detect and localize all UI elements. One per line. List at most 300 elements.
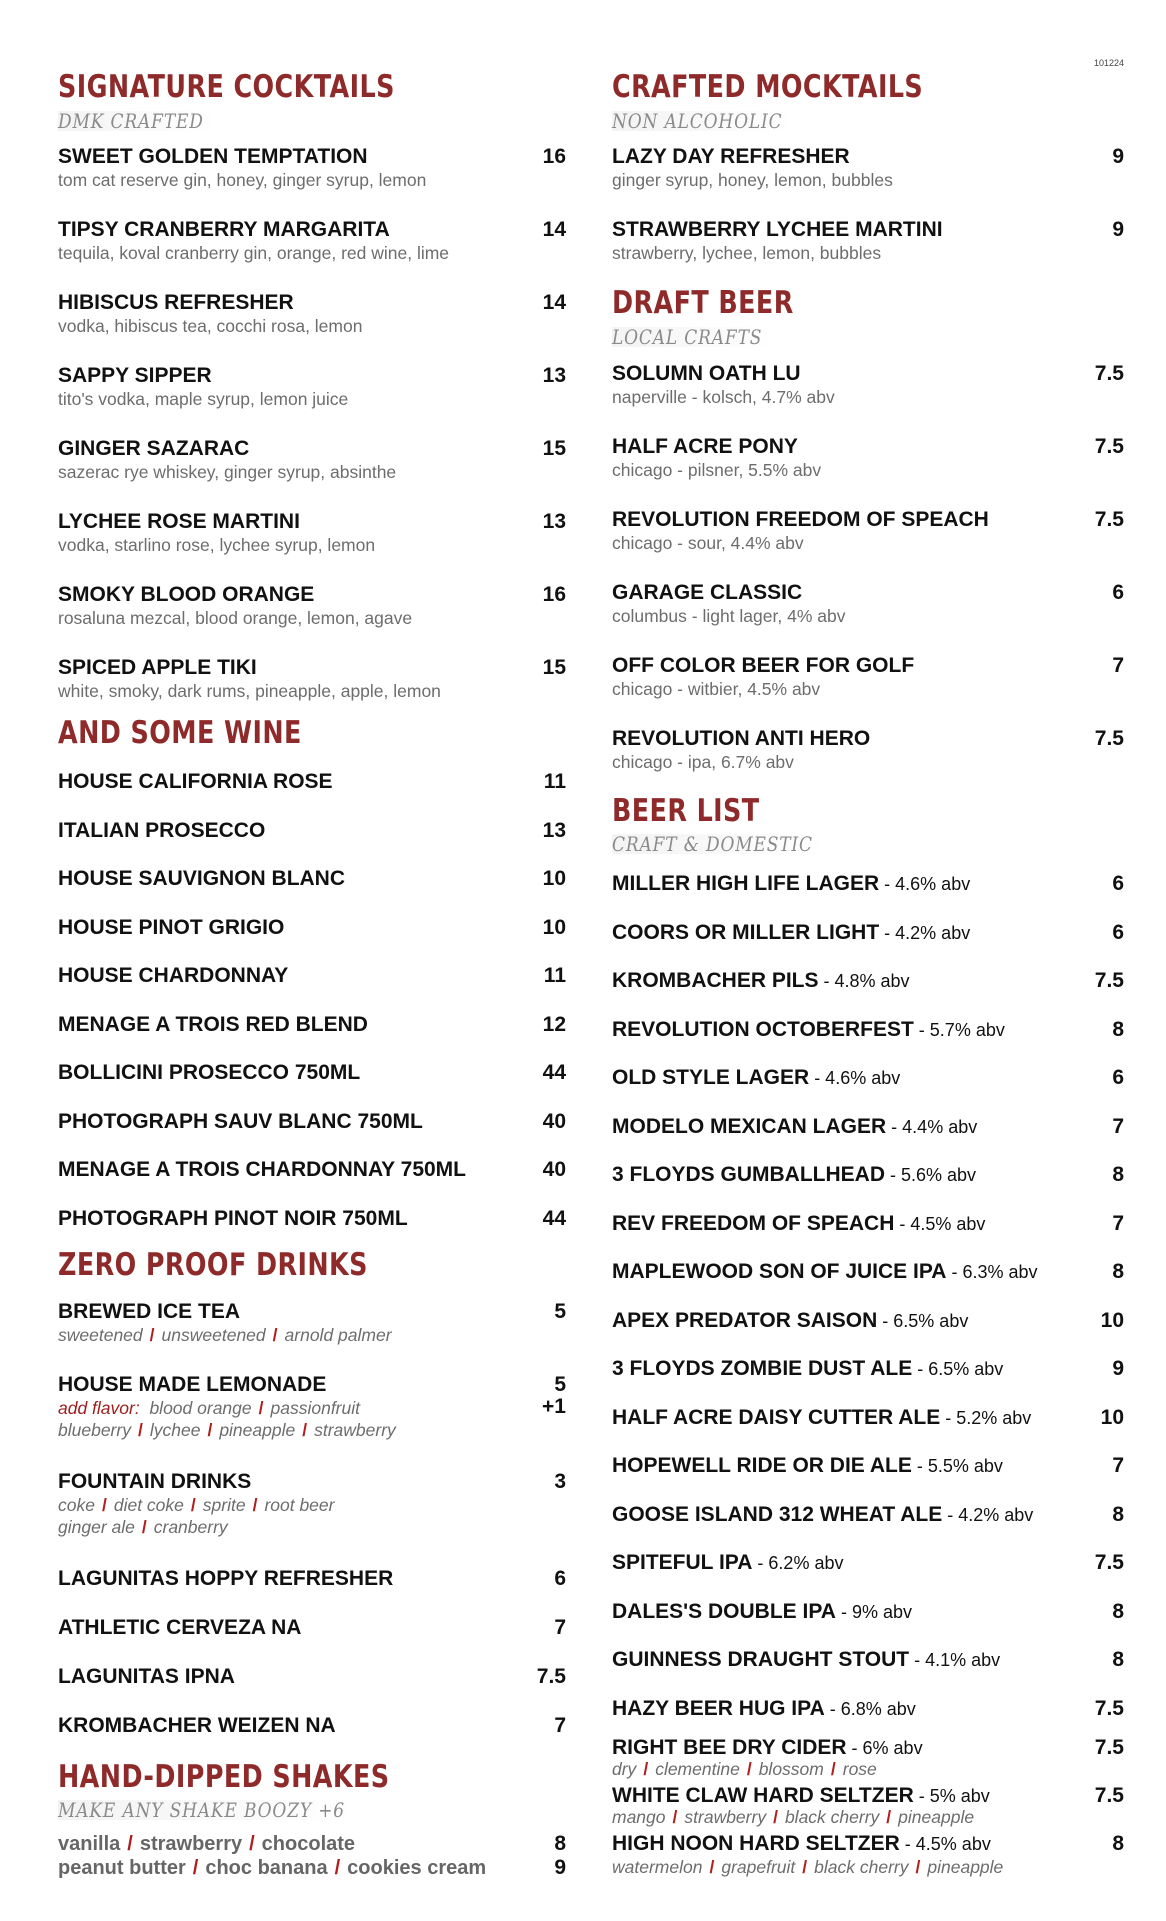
item-price: 40: [542, 1109, 566, 1133]
item-description: chicago - sour, 4.4% abv: [612, 533, 804, 553]
item-name: MENAGE A TROIS CHARDONNAY 750ML: [58, 1158, 467, 1181]
menu-item: [58, 145, 566, 191]
shake-flavors: [58, 1832, 566, 1856]
item-name: HOUSE CALIFORNIA ROSE: [58, 770, 333, 793]
item-price: 15: [542, 656, 566, 679]
menu-item-white-claw: [612, 1784, 1124, 1827]
item-abv: - 5.6% abv: [885, 1165, 977, 1185]
item-description: sazerac rye whiskey, ginger syrup, absinthe: [58, 462, 397, 482]
item-abv: - 4.5% abv: [899, 1834, 991, 1854]
item-name: HIBISCUS REFRESHER: [58, 291, 294, 314]
flavor: choc banana: [205, 1857, 328, 1879]
item-name: ITALIAN PROSECCO: [58, 818, 266, 842]
item-abv: - 4.1% abv: [909, 1650, 1001, 1670]
item-price: 7: [1112, 1454, 1124, 1477]
item-abv: - 6.5% abv: [912, 1359, 1004, 1379]
item-price: 9: [1112, 1357, 1124, 1380]
item-name: [612, 1212, 1124, 1236]
item-name: STRAWBERRY LYCHEE MARTINI: [612, 218, 943, 241]
item-abv: - 6.2% abv: [752, 1553, 844, 1573]
menu-item: [58, 656, 566, 702]
menu-item: [58, 1207, 566, 1231]
menu-item: [58, 218, 566, 264]
item-price: 7.5: [1094, 435, 1124, 458]
separator: /: [915, 1857, 921, 1877]
zero-proof-heading: ZERO PROOF DRINKS: [58, 1247, 368, 1283]
separator: /: [137, 1420, 143, 1440]
menu-item: [58, 437, 566, 483]
item-title: HIGH NOON HARD SELTZER: [612, 1832, 900, 1855]
option: cranberry: [153, 1517, 228, 1537]
item-description: chicago - witbier, 4.5% abv: [612, 679, 821, 699]
menu-item: [58, 819, 566, 843]
item-price: 8: [554, 1832, 566, 1855]
item-name: [612, 1784, 1124, 1808]
item-price: 8: [1112, 1599, 1124, 1623]
item-title: MODELO MEXICAN LAGER: [612, 1114, 887, 1138]
item-description: white, smoky, dark rums, pineapple, apple, lemon: [58, 681, 441, 701]
menu-item: [612, 1115, 1124, 1139]
menu-item: [612, 508, 1124, 554]
option: pineapple: [219, 1420, 296, 1440]
shake-flavors-row-1: [58, 1832, 566, 1856]
separator: /: [886, 1807, 892, 1827]
item-price: 16: [542, 145, 566, 168]
draft-beer-heading: DRAFT BEER: [612, 285, 794, 321]
item-name: [612, 1260, 1124, 1284]
item-name: [612, 1832, 1124, 1856]
option: sprite: [202, 1495, 246, 1515]
option: rose: [842, 1759, 877, 1779]
item-price: 10: [1100, 1308, 1124, 1332]
item-name: LAGUNITAS IPNA: [58, 1665, 235, 1688]
menu-item-right-bee-dry-cider: [612, 1736, 1124, 1779]
item-abv: - 6.5% abv: [877, 1310, 969, 1331]
menu-item: [58, 1110, 566, 1134]
item-name: [612, 1736, 1124, 1760]
separator: /: [334, 1857, 341, 1879]
item-abv: - 4.2% abv: [942, 1504, 1034, 1525]
option: coke: [58, 1495, 95, 1515]
menu-item: [612, 145, 1124, 191]
item-price: 6: [1112, 872, 1124, 895]
separator: /: [709, 1857, 715, 1877]
item-options: [58, 1419, 566, 1441]
shakes-subtitle: MAKE ANY SHAKE BOOZY +6: [58, 1800, 357, 1820]
beer-list-subtitle: CRAFT & DOMESTIC: [612, 834, 825, 854]
item-title: REVOLUTION OCTOBERFEST: [612, 1017, 914, 1041]
item-title: OLD STYLE LAGER: [612, 1066, 810, 1089]
option: grapefruit: [721, 1857, 796, 1877]
signature-cocktails-heading: SIGNATURE COCKTAILS: [58, 69, 395, 105]
item-options: [58, 1516, 566, 1538]
menu-item: [612, 218, 1124, 264]
item-name: [612, 1309, 1124, 1333]
separator: /: [302, 1420, 308, 1440]
item-name: TIPSY CRANBERRY MARGARITA: [58, 218, 390, 241]
item-price: 15: [542, 437, 566, 460]
menu-item: [612, 1503, 1124, 1527]
item-name: SPICED APPLE TIKI: [58, 656, 257, 679]
item-name: OFF COLOR BEER FOR GOLF: [612, 654, 915, 677]
item-price: 14: [542, 291, 566, 314]
item-price: 7: [1112, 1114, 1124, 1138]
item-price: 10: [542, 867, 566, 890]
menu-item: [612, 1697, 1124, 1721]
wine-heading: AND SOME WINE: [58, 715, 302, 751]
item-price: 7.5: [1094, 969, 1124, 992]
option: passionfruit: [270, 1398, 360, 1418]
item-name: [612, 1357, 1124, 1381]
menu-item: [58, 867, 566, 891]
separator: /: [101, 1495, 107, 1515]
item-title: MILLER HIGH LIFE LAGER: [612, 872, 880, 895]
item-price: 7.5: [1094, 1784, 1124, 1807]
menu-item: [58, 1158, 566, 1182]
item-name: PHOTOGRAPH SAUV BLANC 750ML: [58, 1109, 423, 1133]
item-name: HOUSE SAUVIGNON BLANC: [58, 867, 346, 890]
menu-item: [612, 1648, 1124, 1672]
menu-item-fountain-drinks: [58, 1470, 566, 1538]
menu-item: [612, 921, 1124, 945]
menu-item-brewed-ice-tea: [58, 1300, 566, 1346]
item-title: HAZY BEER HUG IPA: [612, 1696, 825, 1720]
flavor: chocolate: [261, 1833, 356, 1855]
item-name: [612, 1600, 1124, 1624]
item-name: [612, 921, 1124, 945]
item-description: ginger syrup, honey, lemon, bubbles: [612, 170, 893, 190]
item-description: columbus - light lager, 4% abv: [612, 606, 846, 626]
menu-item: [58, 916, 566, 940]
option: blueberry: [58, 1420, 131, 1440]
option: strawberry: [314, 1420, 396, 1440]
menu-item: [612, 1406, 1124, 1430]
item-options: [612, 1760, 1124, 1779]
menu-item: [612, 1551, 1124, 1575]
item-price: 11: [543, 964, 566, 987]
menu-item: [612, 362, 1124, 408]
menu-item: [612, 1600, 1124, 1624]
separator: /: [773, 1807, 778, 1827]
item-title: MAPLEWOOD SON OF JUICE IPA: [612, 1260, 947, 1283]
flavor: strawberry: [139, 1833, 243, 1855]
option: lychee: [149, 1420, 201, 1440]
separator: /: [141, 1517, 147, 1537]
item-title: SPITEFUL IPA: [612, 1551, 753, 1574]
separator: /: [249, 1833, 255, 1855]
menu-item: [58, 1567, 566, 1591]
menu-item: [612, 1357, 1124, 1381]
item-price: 7.5: [1094, 508, 1124, 531]
separator: /: [258, 1398, 264, 1418]
item-name: [612, 1163, 1124, 1187]
menu-item: [612, 1309, 1124, 1333]
separator: /: [672, 1807, 678, 1827]
menu-item: [612, 1066, 1124, 1090]
item-abv: - 4.5% abv: [894, 1213, 986, 1234]
mocktails-heading: CRAFTED MOCKTAILS: [612, 69, 924, 105]
item-abv: - 6.8% abv: [824, 1698, 916, 1719]
menu-item: [612, 872, 1124, 896]
item-name: FOUNTAIN DRINKS: [58, 1470, 252, 1493]
menu-item-house-made-lemonade: [58, 1373, 566, 1441]
item-price: 8: [1112, 1832, 1124, 1855]
item-title: 3 FLOYDS ZOMBIE DUST ALE: [612, 1357, 913, 1380]
item-description: chicago - pilsner, 5.5% abv: [612, 460, 822, 480]
item-price: 13: [542, 818, 566, 842]
item-description: strawberry, lychee, lemon, bubbles: [612, 243, 882, 263]
separator: /: [149, 1325, 155, 1345]
item-abv: - 4.8% abv: [818, 971, 910, 991]
menu-item: [58, 1616, 566, 1640]
item-abv: - 5% abv: [913, 1786, 990, 1806]
item-abv: - 5.5% abv: [911, 1456, 1003, 1476]
item-name: HOUSE CHARDONNAY: [58, 964, 289, 987]
menu-item: [612, 435, 1124, 481]
item-name: KROMBACHER WEIZEN NA: [58, 1714, 336, 1737]
menu-item: [612, 654, 1124, 700]
item-price: 8: [1112, 1163, 1124, 1186]
menu-item: [612, 727, 1124, 773]
item-price: 7: [1112, 1211, 1124, 1235]
item-title: REV FREEDOM OF SPEACH: [612, 1211, 895, 1235]
item-description: vodka, starlino rose, lychee syrup, lemon: [58, 535, 376, 555]
item-name: [612, 1697, 1124, 1721]
item-price: 7.5: [1094, 727, 1124, 750]
item-abv: - 9% abv: [835, 1601, 913, 1622]
item-price: 7: [554, 1714, 566, 1737]
item-name: ATHLETIC CERVEZA NA: [58, 1616, 302, 1639]
option: pineapple: [927, 1857, 1004, 1877]
item-price: 7.5: [1094, 1736, 1124, 1759]
item-price: 7: [1112, 654, 1124, 677]
option: root beer: [264, 1495, 335, 1515]
option: diet coke: [113, 1495, 184, 1515]
separator: /: [207, 1420, 213, 1440]
item-price: 6: [554, 1567, 566, 1590]
menu-item: [58, 770, 566, 794]
separator: /: [192, 1857, 199, 1879]
item-name: BOLLICINI PROSECCO 750ML: [58, 1061, 361, 1084]
item-name: [612, 969, 1124, 993]
item-name: [612, 1648, 1124, 1672]
item-price: 7.5: [1094, 362, 1124, 385]
separator: /: [802, 1857, 808, 1877]
item-title: GOOSE ISLAND 312 WHEAT ALE: [612, 1502, 943, 1526]
menu-item: [612, 1212, 1124, 1236]
item-description: tequila, koval cranberry gin, orange, red wine, lime: [58, 243, 450, 263]
menu-item: [612, 1454, 1124, 1478]
item-price: 13: [542, 510, 566, 533]
item-price: 5: [554, 1300, 566, 1323]
item-price: 7.5: [1094, 1551, 1124, 1574]
option: watermelon: [612, 1857, 703, 1877]
option: clementine: [655, 1759, 740, 1779]
item-name: [612, 1551, 1124, 1575]
separator: /: [830, 1759, 836, 1779]
option: blood orange: [149, 1398, 252, 1418]
item-name: [612, 1018, 1124, 1042]
menu-code: 101224: [1093, 58, 1124, 68]
item-name: HALF ACRE PONY: [612, 435, 798, 458]
item-options: [612, 1808, 1124, 1827]
item-description: naperville - kolsch, 4.7% abv: [612, 387, 835, 407]
menu-item: [612, 581, 1124, 627]
item-title: GUINNESS DRAUGHT STOUT: [612, 1648, 910, 1671]
item-title: APEX PREDATOR SAISON: [612, 1308, 878, 1332]
item-title: KROMBACHER PILS: [612, 969, 819, 992]
menu-item-high-noon: [612, 1832, 1124, 1878]
separator: /: [127, 1833, 133, 1855]
item-title: RIGHT BEE DRY CIDER: [612, 1736, 847, 1759]
menu-item: [58, 510, 566, 556]
item-price: 8: [1112, 1260, 1124, 1283]
item-name: [612, 1503, 1124, 1527]
item-options: [58, 1397, 566, 1419]
item-name: REVOLUTION ANTI HERO: [612, 727, 871, 750]
menu-item: [612, 1260, 1124, 1284]
item-abv: - 6% abv: [846, 1738, 923, 1758]
item-price: 40: [542, 1158, 566, 1181]
option: pineapple: [898, 1807, 975, 1827]
item-name: [612, 1066, 1124, 1090]
option: strawberry: [684, 1807, 767, 1827]
separator: /: [643, 1759, 649, 1779]
item-price: 3: [554, 1470, 566, 1493]
menu-item: [58, 1061, 566, 1085]
item-name: LYCHEE ROSE MARTINI: [58, 510, 300, 533]
item-price: 6: [1112, 920, 1124, 944]
item-description: chicago - ipa, 6.7% abv: [612, 752, 794, 772]
item-description: rosaluna mezcal, blood orange, lemon, agave: [58, 608, 413, 628]
item-price: 7.5: [536, 1665, 566, 1688]
option: ginger ale: [58, 1517, 135, 1537]
item-price: 11: [543, 770, 566, 793]
item-name: HOUSE MADE LEMONADE: [58, 1373, 327, 1396]
shakes-heading: HAND-DIPPED SHAKES: [58, 1759, 390, 1795]
separator: /: [272, 1325, 278, 1345]
option: sweetened: [58, 1325, 143, 1345]
item-price: 12: [542, 1012, 566, 1036]
item-title: WHITE CLAW HARD SELTZER: [612, 1784, 914, 1807]
beer-list-heading: BEER LIST: [612, 793, 760, 829]
item-name: [612, 1406, 1124, 1430]
signature-cocktails-subtitle: DMK CRAFTED: [58, 111, 216, 131]
menu-item: [58, 291, 566, 337]
item-abv: - 6.3% abv: [946, 1262, 1038, 1282]
menu-item: [612, 969, 1124, 993]
item-price: 44: [542, 1206, 566, 1230]
menu-item: [58, 583, 566, 629]
option: arnold palmer: [284, 1325, 392, 1345]
item-name: REVOLUTION FREEDOM OF SPEACH: [612, 508, 989, 531]
item-name: PHOTOGRAPH PINOT NOIR 750ML: [58, 1206, 408, 1230]
item-name: SMOKY BLOOD ORANGE: [58, 583, 315, 606]
menu-item: [58, 364, 566, 410]
item-price: 14: [542, 218, 566, 241]
item-price: 6: [1112, 1066, 1124, 1089]
separator: /: [746, 1759, 752, 1779]
item-name: [612, 1454, 1124, 1478]
option: blossom: [758, 1759, 824, 1779]
item-name: LAZY DAY REFRESHER: [612, 145, 850, 168]
item-price: 13: [542, 364, 566, 387]
shake-flavors-row-2: [58, 1856, 566, 1880]
item-price: 9: [554, 1856, 566, 1879]
option: mango: [612, 1807, 666, 1827]
item-price-extra: +1: [542, 1395, 566, 1418]
flavor: peanut butter: [58, 1857, 186, 1879]
item-title: HALF ACRE DAISY CUTTER ALE: [612, 1405, 941, 1429]
item-title: COORS OR MILLER LIGHT: [612, 920, 880, 944]
menu-item: [612, 1163, 1124, 1187]
item-name: [612, 1115, 1124, 1139]
item-options: [612, 1856, 1124, 1878]
item-name: GARAGE CLASSIC: [612, 581, 803, 604]
item-abv: - 4.2% abv: [879, 922, 971, 943]
item-price: 10: [542, 915, 566, 939]
item-abv: - 5.7% abv: [913, 1019, 1005, 1040]
item-name: LAGUNITAS HOPPY REFRESHER: [58, 1567, 394, 1590]
item-price: 9: [1112, 218, 1124, 241]
item-options: [58, 1494, 566, 1516]
separator: /: [252, 1495, 258, 1515]
item-name: MENAGE A TROIS RED BLEND: [58, 1012, 368, 1036]
item-description: tom cat reserve gin, honey, ginger syrup, lemon: [58, 170, 427, 190]
item-price: 7: [554, 1616, 566, 1639]
item-name: GINGER SAZARAC: [58, 437, 250, 460]
item-title: DALES'S DOUBLE IPA: [612, 1599, 836, 1623]
item-price: 7.5: [1094, 1696, 1124, 1720]
item-options: [58, 1324, 566, 1346]
item-title: 3 FLOYDS GUMBALLHEAD: [612, 1163, 885, 1186]
item-name: SWEET GOLDEN TEMPTATION: [58, 145, 368, 168]
item-description: vodka, hibiscus tea, cocchi rosa, lemon: [58, 316, 363, 336]
separator: /: [190, 1495, 196, 1515]
item-abv: - 4.6% abv: [879, 874, 971, 894]
item-name: [612, 872, 1124, 896]
item-price: 5: [554, 1373, 566, 1396]
item-price: 10: [1100, 1405, 1124, 1429]
option: black cherry: [784, 1807, 880, 1827]
item-description: tito's vodka, maple syrup, lemon juice: [58, 389, 349, 409]
flavor: vanilla: [58, 1833, 121, 1855]
add-flavor-label: add flavor:: [58, 1398, 140, 1418]
menu-item: [58, 1665, 566, 1689]
option: black cherry: [814, 1857, 909, 1877]
draft-beer-subtitle: LOCAL CRAFTS: [612, 327, 774, 347]
item-title: HOPEWELL RIDE OR DIE ALE: [612, 1454, 912, 1477]
item-name: SAPPY SIPPER: [58, 364, 212, 387]
menu-item: [612, 1018, 1124, 1042]
item-price: 8: [1112, 1017, 1124, 1041]
item-name: BREWED ICE TEA: [58, 1300, 241, 1323]
option: unsweetened: [161, 1325, 266, 1345]
item-abv: - 5.2% abv: [940, 1407, 1032, 1428]
item-name: HOUSE PINOT GRIGIO: [58, 915, 285, 939]
flavor: cookies cream: [347, 1857, 487, 1879]
mocktails-subtitle: NON ALCOHOLIC: [612, 111, 794, 131]
item-price: 8: [1112, 1502, 1124, 1526]
menu-item: [58, 1013, 566, 1037]
option: dry: [612, 1759, 637, 1779]
menu-item: [58, 964, 566, 988]
item-price: 6: [1112, 581, 1124, 604]
item-price: 9: [1112, 145, 1124, 168]
shake-flavors: [58, 1856, 566, 1880]
item-abv: - 4.4% abv: [886, 1116, 978, 1137]
item-name: SOLUMN OATH LU: [612, 362, 801, 385]
